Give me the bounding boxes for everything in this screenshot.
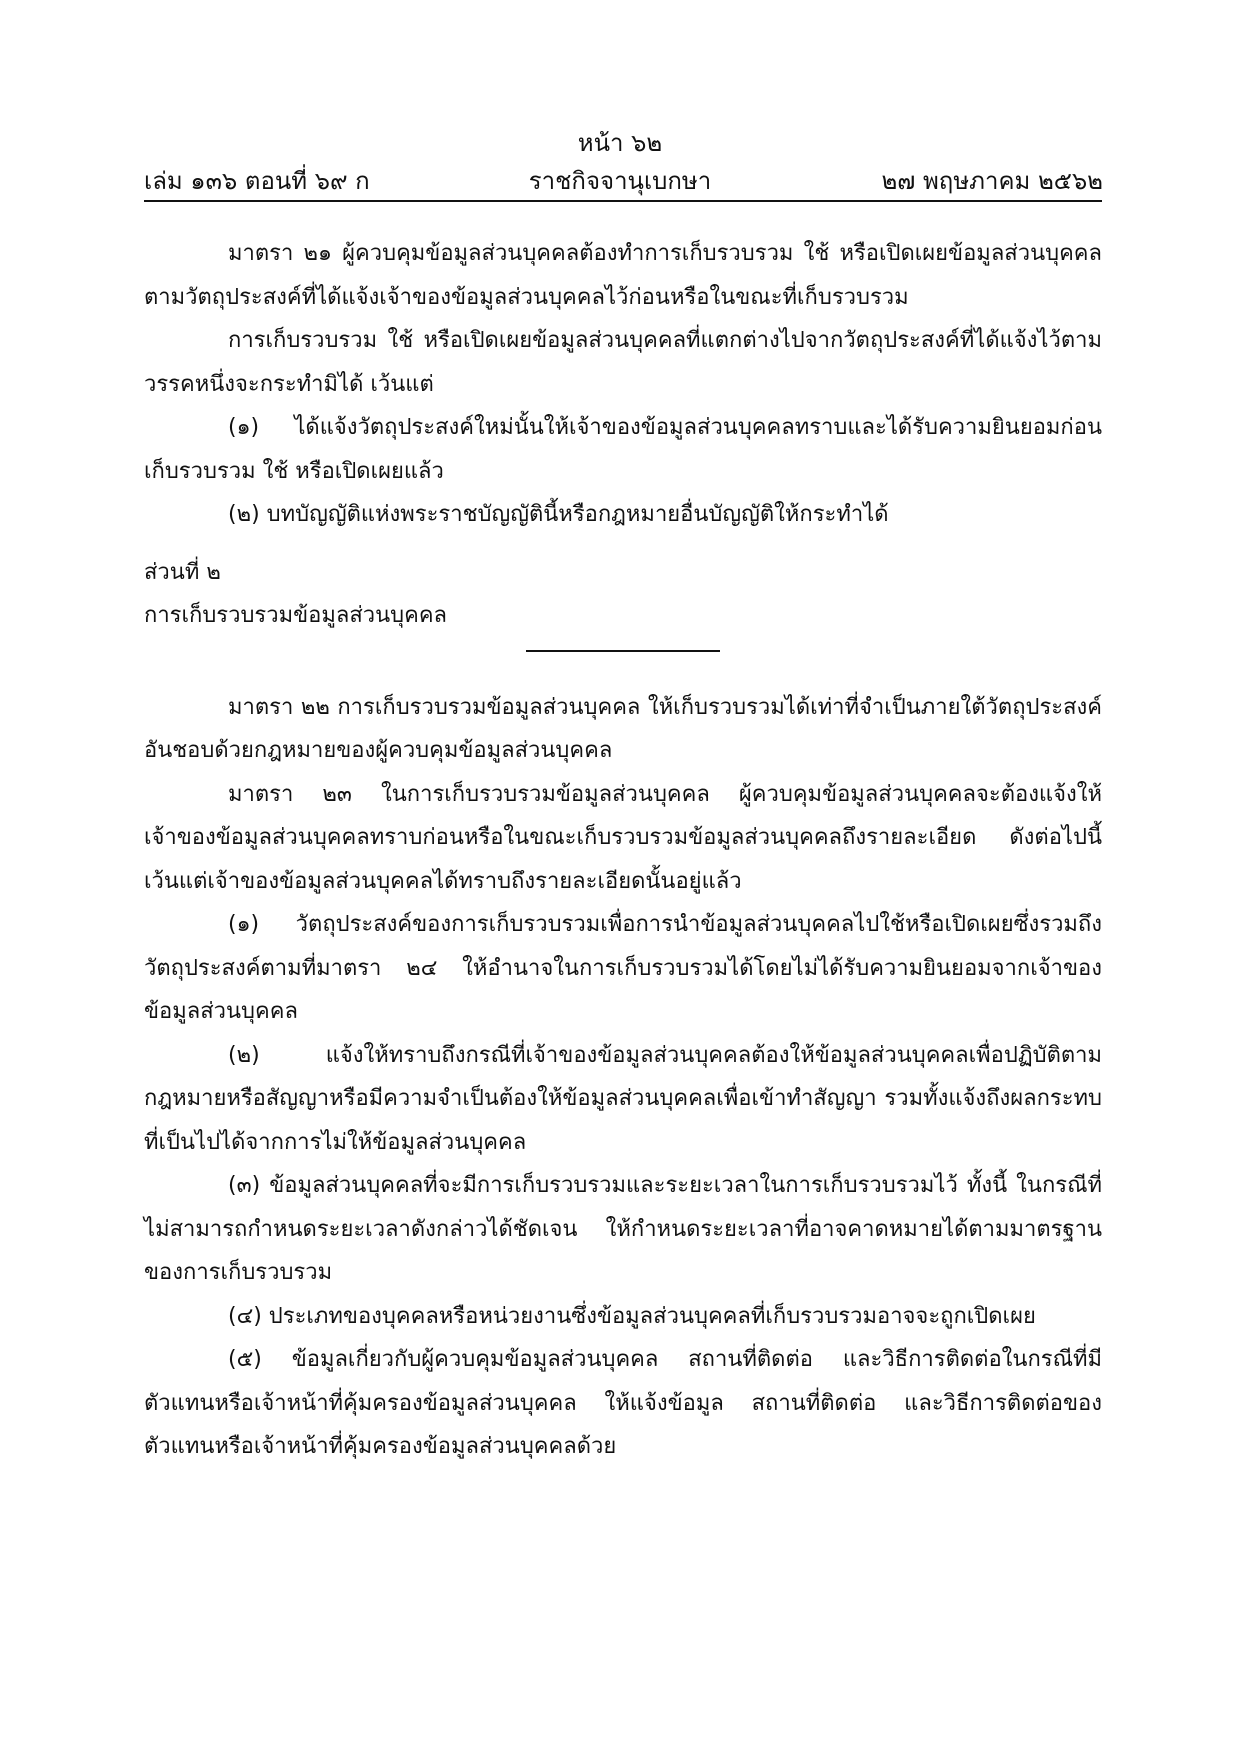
section-23-item-4: (๔) ประเภทของบุคคลหรือหน่วยงานซึ่งข้อมูลส่วนบุคคลที่เก็บรวบรวมอาจจะถูกเปิดเผย <box>228 1303 1036 1329</box>
section-21-paragraph-1: มาตรา ๒๑ ผู้ควบคุมข้อมูลส่วนบุคคลต้องทำการเก็บรวบรวม ใช้ หรือเปิดเผยข้อมูลส่วนบุคคลตามวัตถุประสงค์ที่ได้แจ้งเจ้าของข้อมูลส่วนบุคคลไว้ก่อนหรือในขณะที่เก็บรวบรวม <box>144 241 1102 310</box>
section-23-item-2: (๒) แจ้งให้ทราบถึงกรณีที่เจ้าของข้อมูลส่วนบุคคลต้องให้ข้อมูลส่วนบุคคลเพื่อปฏิบัติตามกฎหมายหรือสัญญาหรือมีความจำเป็นต้องให้ข้อมูลส่วนบุคคลเพื่อเข้าทำสัญญา รวมทั้งแจ้งถึงผลกระทบที่เป็นไปได้จากการไม่ให้ข้อมูลส่วนบุคคล <box>144 1042 1102 1155</box>
part-label: ส่วนที่ ๒ <box>144 559 221 585</box>
publication-date: ๒๗ พฤษภาคม ๒๕๖๒ <box>881 167 1103 195</box>
section-23-item-3: (๓) ข้อมูลส่วนบุคคลที่จะมีการเก็บรวบรวมและระยะเวลาในการเก็บรวบรวมไว้ ทั้งนี้ ในกรณีที่ไม่สามารถกำหนดระยะเวลาดังกล่าวได้ชัดเจน ให้กำหนดระยะเวลาที่อาจคาดหมายได้ตามมาตรฐานของการเก็บรวบรวม <box>144 1173 1102 1285</box>
section-22-paragraph-1: มาตรา ๒๒ การเก็บรวบรวมข้อมูลส่วนบุคคล ให้เก็บรวบรวมได้เท่าที่จำเป็นภายใต้วัตถุประสงค์อันชอบด้วยกฎหมายของผู้ควบคุมข้อมูลส่วนบุคคล <box>144 694 1102 763</box>
section-23-item-5: (๕) ข้อมูลเกี่ยวกับผู้ควบคุมข้อมูลส่วนบุคคล สถานที่ติดต่อ และวิธีการติดต่อในกรณีที่มีตัวแทนหรือเจ้าหน้าที่คุ้มครองข้อมูลส่วนบุคคล ให้แจ้งข้อมูล สถานที่ติดต่อ และวิธีการติดต่อของตัวแทนหรือเจ้าหน้าที่คุ้มครองข้อมูลส่วนบุคคลด้วย <box>144 1347 1102 1459</box>
section-21-paragraph-2: การเก็บรวบรวม ใช้ หรือเปิดเผยข้อมูลส่วนบุคคลที่แตกต่างไปจากวัตถุประสงค์ที่ได้แจ้งไว้ตามวรรคหนึ่งจะกระทำมิได้ เว้นแต่ <box>144 328 1102 397</box>
section-23-item-1: (๑) วัตถุประสงค์ของการเก็บรวบรวมเพื่อการนำข้อมูลส่วนบุคคลไปใช้หรือเปิดเผยซึ่งรวมถึงวัตถุประสงค์ตามที่มาตรา ๒๔ ให้อำนาจในการเก็บรวบรวมได้โดยไม่ได้รับความยินยอมจากเจ้าของข้อมูลส่วนบุคคล <box>144 912 1102 1024</box>
document-body <box>144 232 1102 1469</box>
part-title: การเก็บรวบรวมข้อมูลส่วนบุคคล <box>144 603 448 628</box>
section-21-item-2: (๒) บทบัญญัติแห่งพระราชบัญญัตินี้หรือกฎหมายอื่นบัญญัติให้กระทำได้ <box>228 502 889 527</box>
section-21-item-1: (๑) ได้แจ้งวัตถุประสงค์ใหม่นั้นให้เจ้าของข้อมูลส่วนบุคคลทราบและได้รับความยินยอมก่อนเก็บรวบรวม ใช้ หรือเปิดเผยแล้ว <box>144 415 1102 484</box>
page-number: หน้า ๖๒ <box>577 129 663 157</box>
gazette-title: ราชกิจจานุเบกษา <box>528 167 712 195</box>
part-title-rule <box>526 650 720 652</box>
volume-issue: เล่ม ๑๓๖ ตอนที่ ๖๙ ก <box>144 167 370 195</box>
header-rule <box>144 200 1102 202</box>
section-23-paragraph-1: มาตรา ๒๓ ในการเก็บรวบรวมข้อมูลส่วนบุคคล ผู้ควบคุมข้อมูลส่วนบุคคลจะต้องแจ้งให้เจ้าของข้อมูลส่วนบุคคลทราบก่อนหรือในขณะเก็บรวบรวมข้อมูลส่วนบุคคลถึงรายละเอียด ดังต่อไปนี้ เว้นแต่เจ้าของข้อมูลส่วนบุคคลได้ทราบถึงรายละเอียดนั้นอยู่แล้ว <box>144 781 1102 894</box>
